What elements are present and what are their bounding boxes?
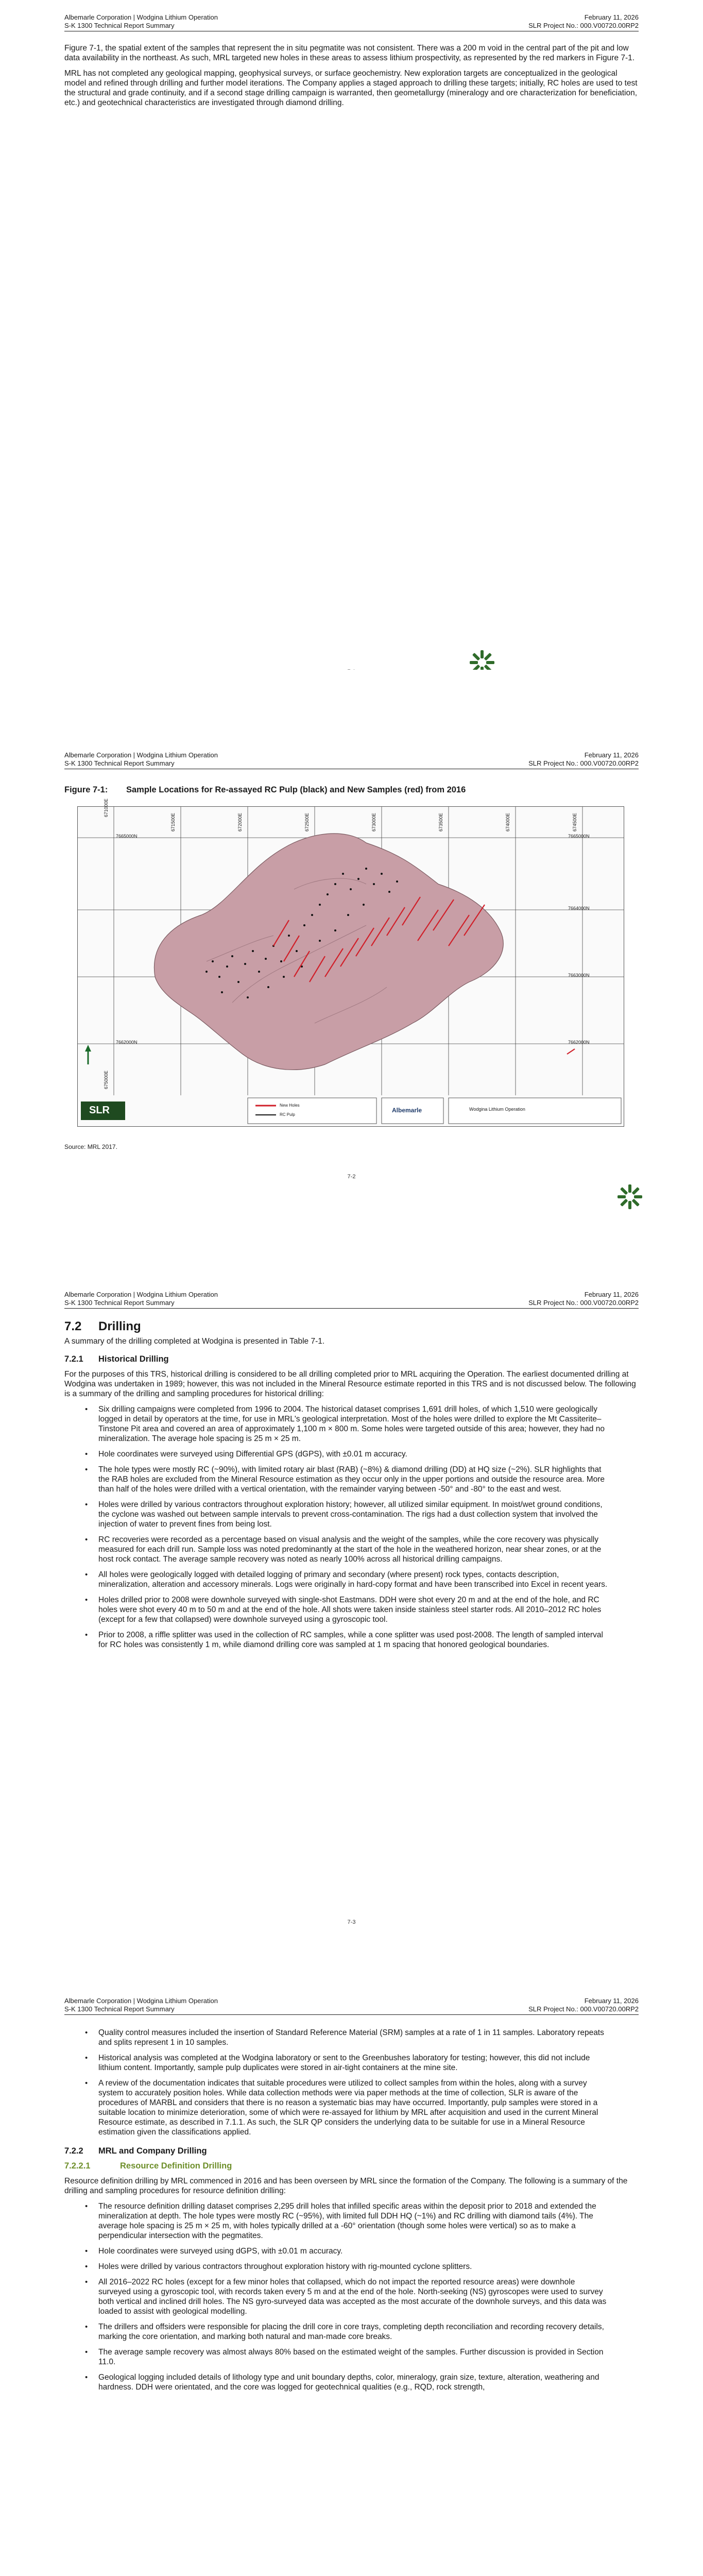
list-item: • Six drilling campaigns were completed from 1996 to 2004. The historical dataset comprises 1,691 drill holes, of which 1,510 were geologically logged in detail by operators at the time, for use in MRL's geological interpretation. Most of the holes were drilled to explore the Mt Cassiterite–Tinstone Pit area and covered an area of approximately 1,100 m × 800 m. Some holes were targeted outside of this area; however, they had no mineralization. The average hole spacing is 25 m × 25 m. [64, 1404, 639, 1444]
header-date: February 11, 2026 [584, 1997, 639, 2005]
legend-rc-pulp: RC Pulp [280, 1112, 295, 1117]
page-2 [0, 670, 703, 1249]
list-item: • All 2016–2022 RC holes (except for a few minor holes that collapsed, which do not impact the reported resource areas) were downhole surveyed using a gyroscopic tool, with records taken every 5 m and at the end of the hole. North-seeking (NS) gyroscopes were used to survey both vertical and inclined drill holes. The NS gyro-surveyed data was accepted as the most accurate of the downhole surveys, and this data was loaded to assist with geological modelling. [64, 2277, 639, 2316]
title-block-text: Wodgina Lithium Operation [469, 1107, 525, 1112]
header-company: Albemarle Corporation | Wodgina Lithium Operation [64, 1997, 218, 2005]
easting-label: 674500E [572, 812, 577, 832]
list-item: • Hole coordinates were surveyed using dGPS, with ±0.01 m accuracy. [64, 2246, 639, 2256]
list-item: • Geological logging included details of lithology type and unit boundary depths, color, mineralogy, grain size, texture, alteration, weathering and hardness. DDH were orientated, and the core was logged for geotechnical qualities (e.g., RQD, rock strength, [64, 2372, 639, 2392]
figure-title: Sample Locations for Re-assayed RC Pulp (black) and New Samples (red) from 2016 [126, 785, 466, 794]
header-report: S-K 1300 Technical Report Summary [64, 1299, 175, 1307]
list-item: • Holes were drilled by various contractors throughout exploration history; however, all utilized similar equipment. In moist/wet ground conditions, the cyclone was washed out between sample intervals to prevent cross-contamination. The rigs had a dust collection system that involved the injection of water to prevent fines from being lost. [64, 1500, 639, 1529]
header-project: SLR Project No.: 000.V00720.00RP2 [528, 759, 639, 767]
figure-source: Source: MRL 2017. [64, 1143, 117, 1150]
header-report: S-K 1300 Technical Report Summary [64, 22, 175, 29]
slr-logo-icon [615, 1182, 644, 1211]
easting-label: 675000E [104, 1070, 109, 1089]
easting-label: 671500E [170, 812, 176, 832]
northing-label: 7662000N [568, 1040, 590, 1045]
header-report: S-K 1300 Technical Report Summary [64, 759, 175, 767]
page-1-body [64, 43, 639, 113]
northing-label: 7665000N [568, 834, 590, 839]
header-date: February 11, 2026 [584, 13, 639, 21]
header-company: Albemarle Corporation | Wodgina Lithium Operation [64, 1291, 218, 1298]
page-header [64, 1997, 639, 2015]
company-logo-text: Albemarle [392, 1107, 422, 1114]
list-item: • Quality control measures included the insertion of Standard Reference Material (SRM) samples at a rate of 1 in 11 samples. Laboratory repeats and splits represent 1 in 10 samples. [64, 2028, 639, 2047]
section-heading: 7.2 Drilling [64, 1319, 141, 1333]
paragraph: MRL has not completed any geological mapping, geophysical surveys, or surface geochemistry. New exploration targets are conceptualized in the geological model and refined through drilling and further model iterations. The Company applies a staged approach to drilling these targets; initially, RC holes are used to test the structural and grade continuity, and if a second stage drilling campaign is warranted, then geometallurgy (mineralogy and ore characterization for beneficiation, etc.) and geotechnical characteristics are investigated through diamond drilling. [64, 69, 638, 107]
list-item: • The hole types were mostly RC (~90%), with limited rotary air blast (RAB) (~8%) & diamond drilling (DD) at HQ size (~2%). SLR highlights that the RAB holes are excluded from the Mineral Resource estimation as they occur only in the upper portions and outside the resource area. More than half of the holes were drilled with a vertical orientation, with the remainder varying between -50° and -80° to the east and west. [64, 1465, 639, 1494]
subsection-intro: For the purposes of this TRS, historical drilling is considered to be all drilling completed prior to MRL acquiring the Operation. The earliest documented drilling at Wodgina was undertaken in 1989; however, this was not included in the Mineral Resource estimate reported in this TRS and is not discussed below. The following is a summary of the drilling and sampling procedures for historical drilling: [64, 1370, 636, 1398]
header-company: Albemarle Corporation | Wodgina Lithium Operation [64, 751, 218, 759]
page-header [64, 751, 639, 769]
page-1 [0, 0, 703, 670]
historical-drilling-list [64, 1404, 639, 1650]
northing-label: 7665000N [116, 834, 138, 839]
easting-label: 674000E [505, 812, 510, 832]
header-project: SLR Project No.: 000.V00720.00RP2 [528, 2005, 639, 2013]
list-item: • Hole coordinates were surveyed using Differential GPS (dGPS), with ±0.01 m accuracy. [64, 1449, 639, 1459]
page-number: 7-3 [347, 1919, 356, 1925]
page-3 [0, 1249, 703, 1963]
northing-label: 7662000N [116, 1040, 138, 1045]
subsubsection-heading: 7.2.2.1 Resource Definition Drilling [64, 2161, 232, 2171]
northing-label: 7664000N [568, 906, 590, 911]
list-item: • Holes were drilled by various contractors throughout exploration history with rig-mounted cyclone splitters. [64, 2262, 639, 2272]
page-4 [0, 1963, 703, 2576]
pit-outline [154, 834, 503, 1070]
list-item: • A review of the documentation indicates that suitable procedures were utilized to collect samples from within the holes, along with a survey system to accurately position holes. While data collection methods were via paper methods at the time of collection, SLR is aware of the procedures of MARBL and considers that there is no reason a systematic bias may have occurred. Importantly, pulp samples were stored in a suitable location to minimize deterioration, some of which were re-assayed for lithium by MRL after acquisition and used in the current Mineral Resource estimate, as described in 7.1.1. As such, the SLR QP considers the underlying data to be suitable for use in a Mineral Resource estimation given the classifications applied. [64, 2078, 639, 2137]
list-item: • Holes drilled prior to 2008 were downhole surveyed with single-shot Eastmans. DDH were shot every 20 m and at the end of the hole, and RC holes were shot every 40 m to 50 m and at the end of the hole. All shots were taken inside stainless steel starter rods. All 2010–2012 RC holes (except for a few that collapsed) were downhole surveyed using a gyroscopic tool. [64, 1595, 639, 1624]
header-project: SLR Project No.: 000.V00720.00RP2 [528, 22, 639, 29]
page-header [64, 13, 639, 31]
subsubsection-intro: Resource definition drilling by MRL commenced in 2016 and has been overseen by MRL since the formation of the Company. The following is a summary of the drilling and sampling procedures for resource definition drilling: [64, 2177, 628, 2195]
page-header [64, 1291, 639, 1309]
list-item: • Historical analysis was completed at the Wodgina laboratory or sent to the Greenbushes laboratory for testing; however, this did not include lithium content. Importantly, sample pulp duplicates were stored in air-tight containers at the mine site. [64, 2053, 639, 2073]
historical-qc-list [64, 2028, 639, 2137]
list-item: • The average sample recovery was almost always 80% based on the estimated weight of the samples. Further discussion is provided in Section 11.0. [64, 2347, 639, 2367]
map-canvas [78, 807, 624, 1126]
list-item: • The drillers and offsiders were responsible for placing the drill core in core trays, completing depth reconciliation and recording recovery details, marking the core orientation, and marking both natural and man-made core breaks. [64, 2322, 639, 2342]
list-item: • The resource definition drilling dataset comprises 2,295 drill holes that infilled specific areas within the deposit prior to 2018 and extended the mineralization at depth. The hole types were mostly RC (~95%), with limited full DDH HQ (~1%) and RC drilling with diamond tails (4%). The average hole spacing is 25 m × 25 m, with holes typically drilled at a -60° orientation (though some holes were vertical) so as to make a perpendicular intersection with the pegmatites. [64, 2201, 639, 2241]
easting-label: 673000E [371, 812, 376, 832]
easting-label: 672000E [237, 812, 243, 832]
northing-label: 7663000N [568, 973, 590, 978]
header-company: Albemarle Corporation | Wodgina Lithium Operation [64, 13, 218, 21]
easting-label: 672500E [304, 812, 310, 832]
paragraph: Figure 7-1, the spatial extent of the samples that represent the in situ pegmatite was not consistent. There was a 200 m void in the central part of the pit and low data availability in the northeast. As such, MRL targeted new holes in these areas to assess lithium prospectivity, as represented by the red markers in Figure 7-1. [64, 44, 635, 62]
easting-label: 671000E [104, 798, 109, 817]
subsection-heading: 7.2.1 Historical Drilling [64, 1354, 169, 1364]
figure-caption [64, 785, 639, 795]
header-date: February 11, 2026 [584, 751, 639, 759]
figure-map [77, 798, 624, 1127]
resource-definition-list [64, 2201, 639, 2392]
easting-label: 673500E [438, 812, 443, 832]
legend-new-holes: New Holes [280, 1103, 300, 1108]
page-number: 7-2 [347, 1174, 356, 1180]
header-project: SLR Project No.: 000.V00720.00RP2 [528, 1299, 639, 1307]
list-item: • RC recoveries were recorded as a percentage based on visual analysis and the weight of the samples, while the core recovery was physically measured for each drill run. Sample loss was noted predominantly at the start of the hole in the weathered horizon, near shear zones, or at the host rock contact. The average sample recovery was noted as nearly 100% across all historical drilling campaigns. [64, 1535, 639, 1564]
list-item: • All holes were geologically logged with detailed logging of primary and secondary (where present) rock types, contacts description, mineralization, alteration and accessory minerals. Logs were originally in hard-copy format and have been transcribed into Excel in recent years. [64, 1570, 639, 1589]
header-date: February 11, 2026 [584, 1291, 639, 1298]
header-report: S-K 1300 Technical Report Summary [64, 2005, 175, 2013]
slr-mark: SLR [89, 1105, 110, 1116]
section-intro: A summary of the drilling completed at Wodgina is presented in Table 7-1. [64, 1337, 325, 1346]
page-3-body [64, 1321, 639, 1655]
subsection-heading: 7.2.2 MRL and Company Drilling [64, 2146, 207, 2156]
page-4-body [64, 2028, 639, 2398]
map-legend [248, 1098, 376, 1124]
list-item: • Prior to 2008, a riffle splitter was used in the collection of RC samples, while a cone splitter was used post-2008. The length of sampled interval for RC holes was consistently 1 m, while diamond drilling core was sampled at 1 m spacing that honored geological boundaries. [64, 1630, 639, 1650]
figure-number: Figure 7-1: [64, 785, 108, 794]
north-arrow-icon [85, 1045, 91, 1064]
